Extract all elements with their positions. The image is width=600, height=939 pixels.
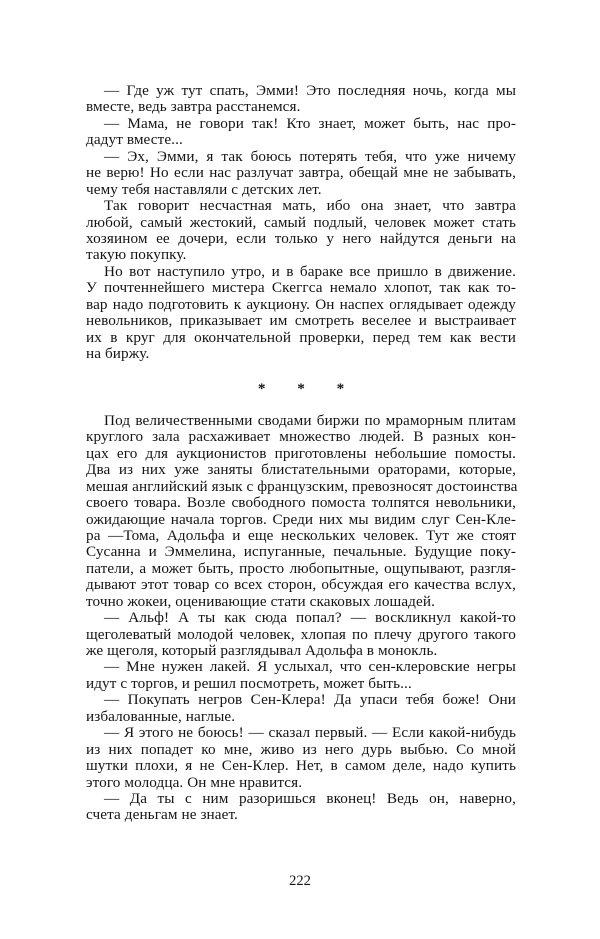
text-line: Сусанна и Эммелина, испуганные, печальные. Будущие поку- <box>86 543 516 561</box>
text-line: их в круг для окончательной проверки, перед тем как вести <box>86 328 516 346</box>
section-separator: * * * <box>257 380 359 398</box>
text-line: этого молодца. Он мне нравится. <box>86 773 303 791</box>
text-line: ожидающие начала торгов. Среди них мы видим слуг Сен-Кле- <box>86 510 516 528</box>
text-line: избалованные, наглые. <box>86 707 236 725</box>
text-line: чему тебя наставляли с детских лет. <box>86 180 322 198</box>
text-line: — Эх, Эмми, я так боюсь потерять тебя, что уже ничему <box>104 147 516 165</box>
text-line: же щеголя, который разглядывал Адольфа в монокль. <box>86 642 438 659</box>
text-line: — Покупать негров Сен-Клера! Да упаси тебя боже! Они <box>104 691 516 709</box>
text-section-2 <box>86 413 516 824</box>
text-line: ра —Тома, Адольфа и еще нескольких человек. Тут же стоят <box>86 526 516 544</box>
text-line: своего товара. Возле свободного помоста толпятся невольники, <box>86 494 516 512</box>
text-line: дывают этот товар со всех сторон, обсуждая его качества вслух, <box>86 576 516 594</box>
text-line: хозяином ее дочери, если только у него найдутся деньги на <box>86 229 516 247</box>
text-line: круглого зала расхаживает множество людей. В разных кон- <box>86 428 516 446</box>
text-line: мешая английский язык с французским, превозносят достоинства <box>86 477 518 495</box>
text-line: невольников, приказывает им смотреть веселее и выстраивает <box>86 312 516 330</box>
text-line: вместе, ведь завтра расстанемся. <box>86 98 301 116</box>
text-line: на биржу. <box>86 345 150 362</box>
text-line: шутки плохи, я не Сен-Клер. Нет, в самом деле, надо купить <box>86 757 516 775</box>
text-line: Под величественными сводами биржи по мраморным плитам <box>104 411 516 429</box>
text-line: цах его для аукционистов приготовлены небольшие помосты. <box>86 444 516 462</box>
text-line: — Где уж тут спать, Эмми! Это последняя ночь, когда мы <box>104 82 516 99</box>
text-line: Так говорит несчастная мать, ибо она знает, что завтра <box>104 197 516 215</box>
text-line: любой, самый жестокий, самый подлый, человек может стать <box>86 213 516 231</box>
text-line: Два из них уже заняты блистательными ораторами, которые, <box>86 461 516 479</box>
text-line: такую покупку. <box>86 246 187 264</box>
text-line: вар надо подготовить к аукциону. Он наспех оглядывает одежду <box>86 295 516 313</box>
text-line: щеголеватый молодой человек, хлопая по плечу другого такого <box>86 625 516 643</box>
text-line: счета деньгам не знает. <box>86 806 238 824</box>
page-number: 222 <box>289 873 311 889</box>
text-line: патели, а может быть, просто любопытные, ощупывают, разгля- <box>86 559 516 577</box>
text-line: дадут вместе... <box>86 131 183 149</box>
text-line: — Мама, не говори так! Кто знает, может быть, нас про- <box>104 114 516 132</box>
page-body <box>86 83 516 824</box>
text-line: не верю! Но если нас разлучат завтра, обещай мне не забывать, <box>86 164 516 182</box>
text-line: Но вот наступило утро, и в бараке все пришло в движение. <box>104 262 516 280</box>
text-line: У почтеннейшего мистера Скеггса немало хлопот, так как то- <box>86 279 516 297</box>
text-line: — Да ты с ним разоришься вконец! Ведь он, наверно, <box>104 789 516 807</box>
text-section-1 <box>86 83 516 362</box>
text-line: — Я этого не боюсь! — сказал первый. — Если какой-нибудь <box>104 724 516 742</box>
text-line: точно жокеи, оценивающие стати скаковых лошадей. <box>86 592 435 610</box>
text-line: — Мне нужен лакей. Я услыхал, что сен-клеровские негры <box>104 658 516 676</box>
text-line: идут с торгов, и решил посмотреть, может быть... <box>86 674 412 692</box>
text-line: — Альф! А ты как сюда попал? — воскликнул какой-то <box>104 609 516 627</box>
text-line: из них попадет ко мне, живо из него дурь выбью. Со мной <box>86 740 516 758</box>
